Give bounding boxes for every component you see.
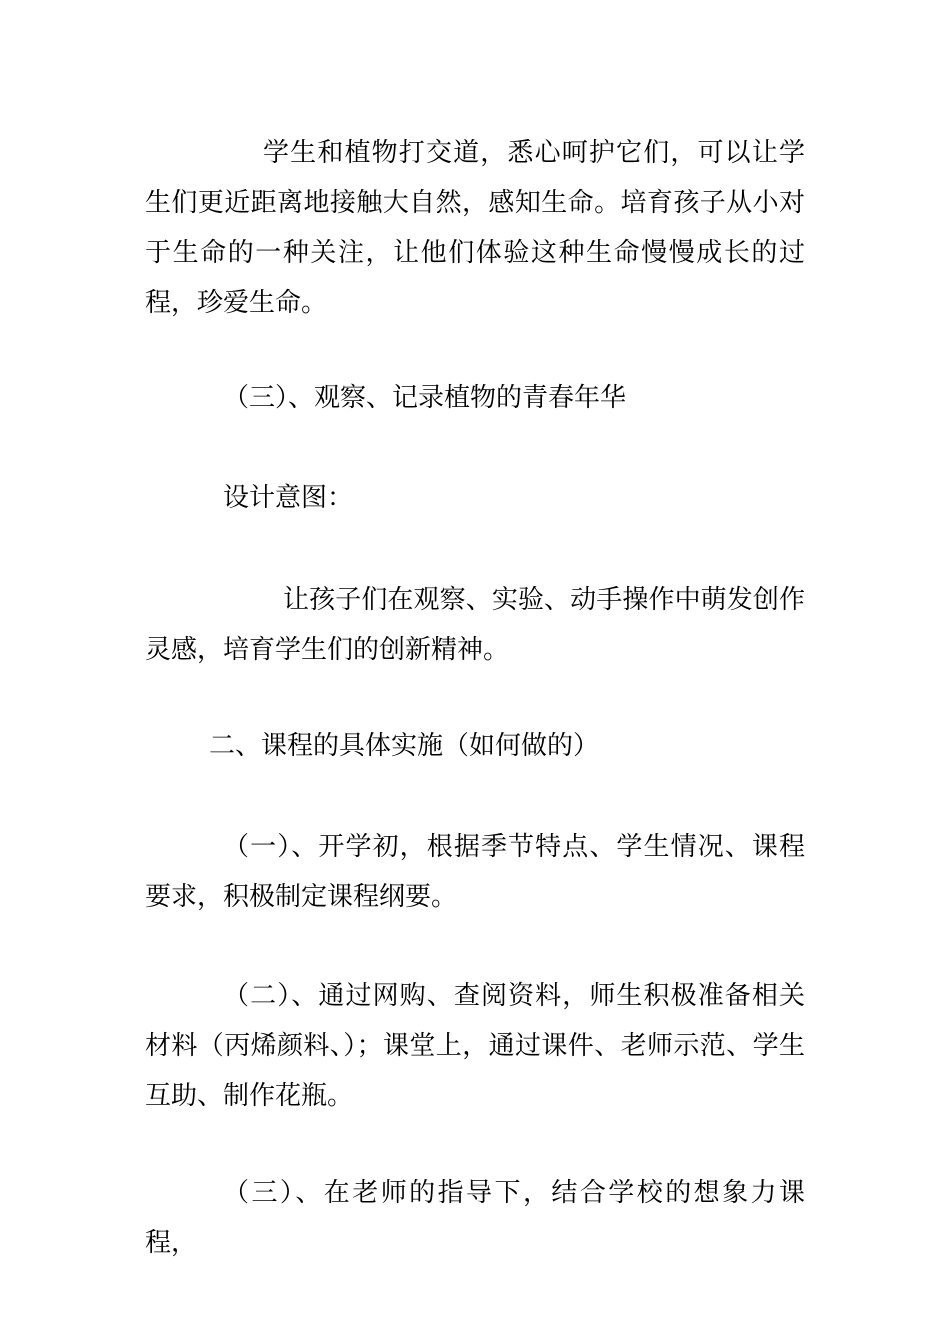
paragraph-step-three: （三）、在老师的指导下，结合学校的想象力课程， bbox=[145, 1178, 805, 1258]
section-heading-observe-record: （三）、观察、记录植物的青春年华 bbox=[223, 383, 627, 413]
paragraph-step-two: （二）、通过网购、查阅资料，师生积极准备相关材料（丙烯颜料、）；课堂上，通过课件、老师示范、学生互助、制作花瓶。 bbox=[145, 981, 805, 1111]
section-heading-implementation: 二、课程的具体实施（如何做的） bbox=[209, 731, 600, 761]
paragraph-plant-care: 学生和植物打交道，悉心呵护它们，可以让学生们更近距离地接触大自然，感知生命。培育孩子从小对于生命的一种关注，让他们体验这种生命慢慢成长的过程，珍爱生命。 bbox=[145, 138, 805, 318]
design-intent-label: 设计意图： bbox=[223, 483, 354, 513]
paragraph-design-intent: 让孩子们在观察、实验、动手操作中萌发创作灵感，培育学生们的创新精神。 bbox=[145, 585, 805, 665]
paragraph-step-one: （一）、开学初，根据季节特点、学生情况、课程要求，积极制定课程纲要。 bbox=[145, 832, 805, 912]
